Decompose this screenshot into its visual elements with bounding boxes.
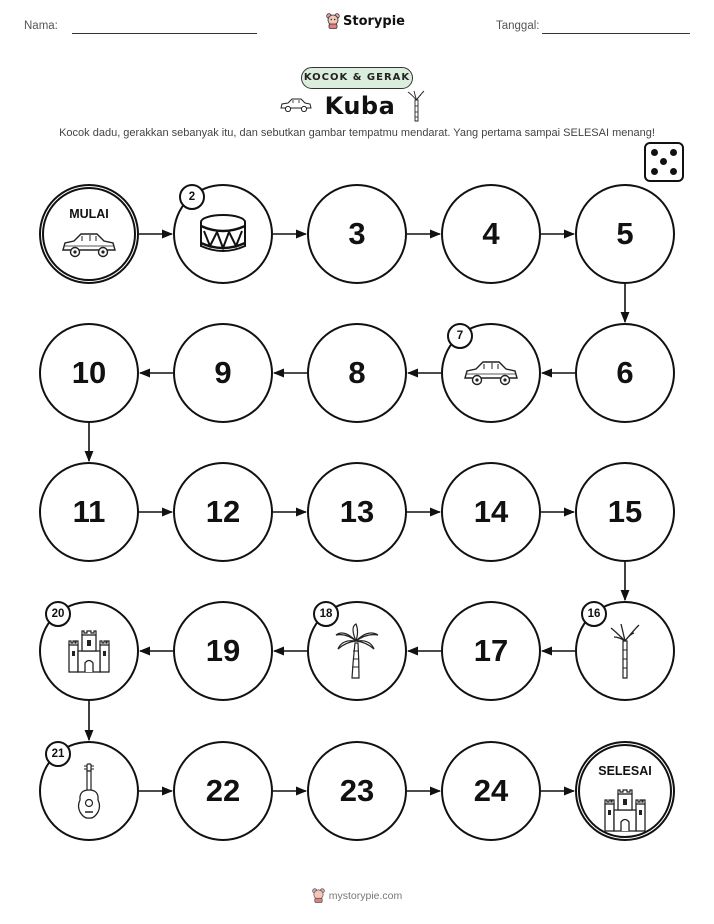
finish-space [575, 741, 675, 841]
board-space-2 [173, 184, 273, 284]
space-number: 10 [71, 355, 107, 390]
board-space-19 [173, 601, 273, 701]
page-title: Kuba [324, 92, 396, 120]
space-number: 17 [473, 633, 509, 668]
name-label: Nama: [24, 20, 58, 32]
space-number: 5 [616, 216, 634, 251]
board-space-13 [307, 462, 407, 562]
space-number: 12 [205, 494, 241, 529]
space-number: 4 [482, 216, 500, 251]
palm-tree-icon [334, 623, 380, 679]
board-space-23 [307, 741, 407, 841]
castle-icon [602, 788, 648, 836]
board-space-5 [575, 184, 675, 284]
board-space-18 [307, 601, 407, 701]
space-number-badge: 21 [45, 741, 71, 767]
board-space-14 [441, 462, 541, 562]
activity-tag: KOCOK & GERAK [301, 67, 413, 89]
finish-label: SELESAI [598, 764, 652, 778]
board-space-16 [575, 601, 675, 701]
space-number: 9 [214, 355, 232, 390]
drum-icon [196, 211, 250, 257]
date-label: Tanggal: [496, 20, 540, 32]
board-space-9 [173, 323, 273, 423]
instructions-text: Kocok dadu, gerakkan sebanyak itu, dan sebutkan gambar tempatmu mendarat. Yang pertama sampai SELESAI menang! [59, 127, 655, 139]
bear-logo-icon [312, 888, 325, 903]
board-space-11 [39, 462, 139, 562]
space-number-badge: 2 [179, 184, 205, 210]
space-number: 23 [339, 773, 375, 808]
board-space-3 [307, 184, 407, 284]
board-space-6 [575, 323, 675, 423]
board-space-20 [39, 601, 139, 701]
board-space-7 [441, 323, 541, 423]
space-number-badge: 20 [45, 601, 71, 627]
board-space-8 [307, 323, 407, 423]
space-number-badge: 16 [581, 601, 607, 627]
space-number: 3 [348, 216, 366, 251]
board-space-22 [173, 741, 273, 841]
car-icon [60, 229, 118, 265]
space-number: 11 [72, 494, 106, 529]
space-number: 13 [339, 494, 375, 529]
space-number: 8 [348, 355, 366, 390]
space-number: 15 [607, 494, 643, 529]
space-number: 14 [473, 494, 509, 529]
space-number: 19 [205, 633, 241, 668]
car-icon [462, 357, 520, 389]
start-label: MULAI [69, 207, 109, 221]
board-space-17 [441, 601, 541, 701]
footer [0, 888, 714, 903]
board-space-15 [575, 462, 675, 562]
board-space-10 [39, 323, 139, 423]
space-number: 22 [205, 773, 241, 808]
board-space-24 [441, 741, 541, 841]
castle-icon [66, 629, 112, 673]
space-number-badge: 7 [447, 323, 473, 349]
board-space-12 [173, 462, 273, 562]
space-number: 6 [616, 355, 634, 390]
board-space-4 [441, 184, 541, 284]
sugarcane-icon [610, 623, 640, 679]
brand-name: Storypie [343, 13, 405, 29]
space-number: 24 [473, 773, 509, 808]
start-space [39, 184, 139, 284]
board-space-21 [39, 741, 139, 841]
space-number-badge: 18 [313, 601, 339, 627]
guitar-icon [74, 762, 104, 820]
footer-site: mystorypie.com [328, 889, 403, 902]
